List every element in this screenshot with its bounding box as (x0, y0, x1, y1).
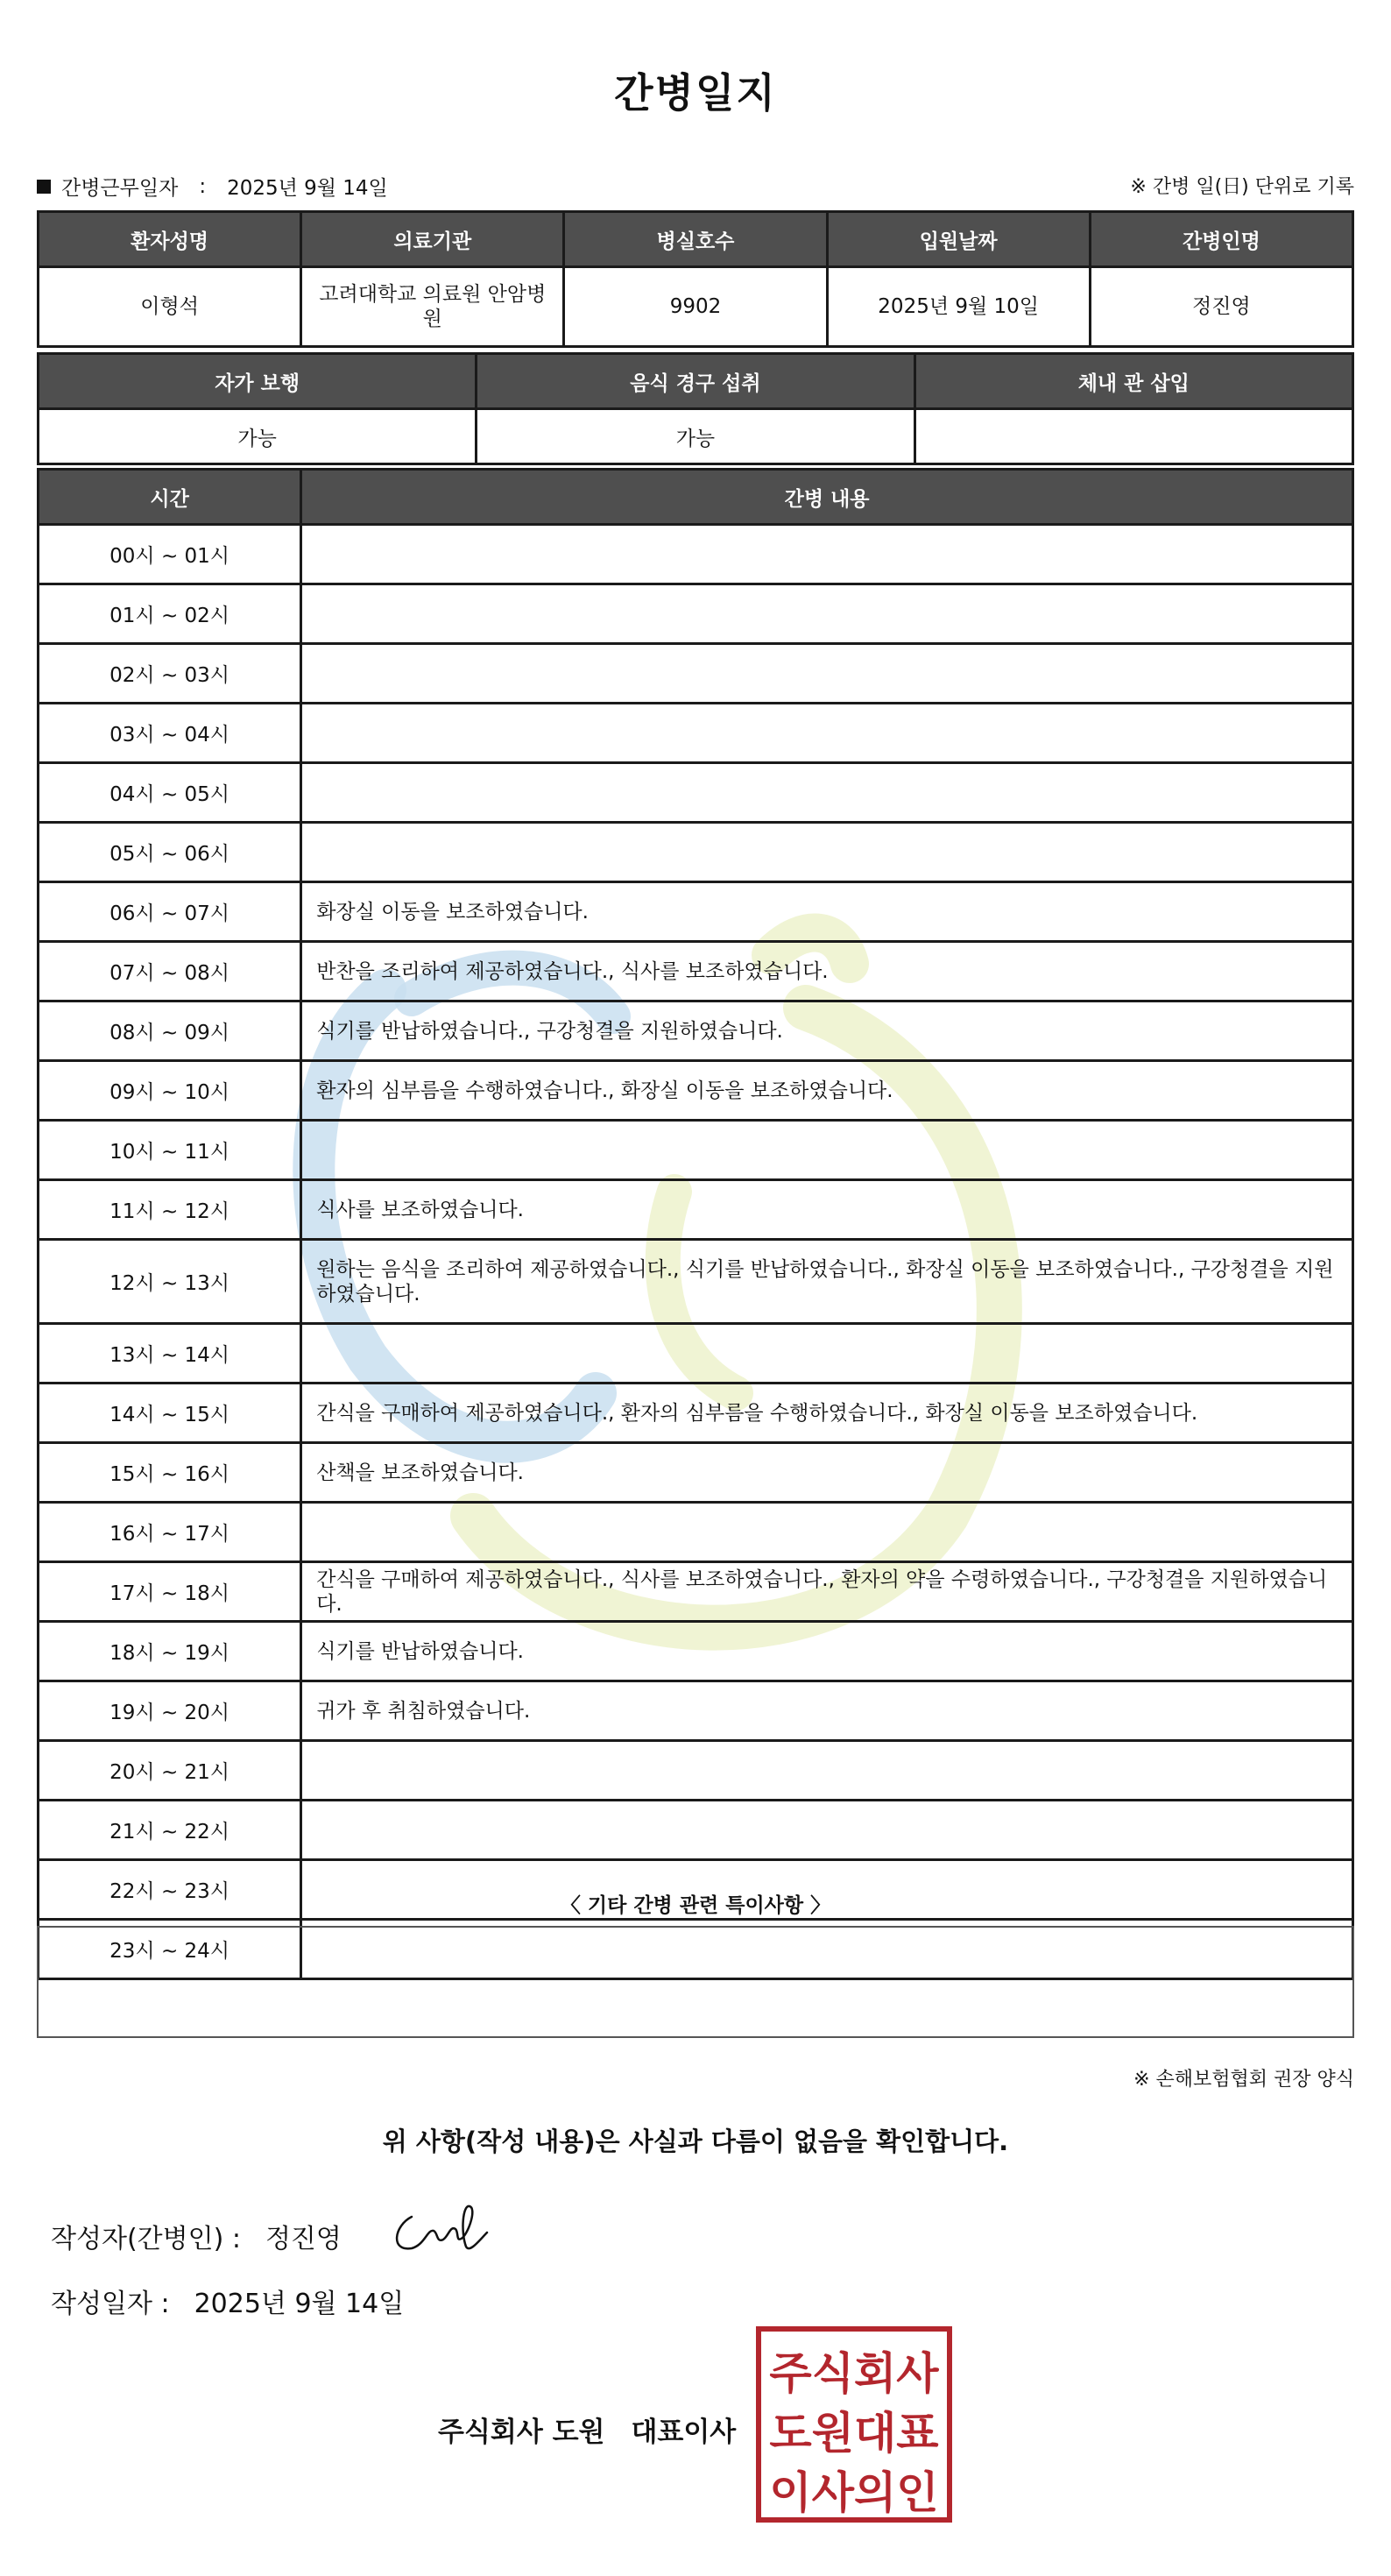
hospital-name: 고려대학교 의료원 안암병원 (301, 267, 564, 347)
patient-status-table (37, 352, 1354, 465)
log-time: 15시 ~ 16시 (39, 1443, 301, 1503)
header-content: 간병 내용 (301, 470, 1353, 525)
header-tube: 체내 관 삽입 (914, 354, 1352, 409)
log-time: 14시 ~ 15시 (39, 1384, 301, 1443)
log-content (301, 1741, 1353, 1801)
log-row (39, 704, 1353, 763)
header-caregiver: 간병인명 (1090, 212, 1352, 267)
header-room: 병실호수 (564, 212, 827, 267)
header-oral-intake: 음식 경구 섭취 (477, 354, 914, 409)
log-time: 01시 ~ 02시 (39, 584, 301, 644)
log-time: 04시 ~ 05시 (39, 763, 301, 823)
log-row (39, 1061, 1353, 1121)
log-time: 10시 ~ 11시 (39, 1121, 301, 1180)
oral-intake-status: 가능 (477, 409, 914, 464)
special-notes-title: 〈 기타 간병 관련 특이사항 〉 (560, 1894, 831, 1917)
log-time: 06시 ~ 07시 (39, 882, 301, 942)
log-row (39, 763, 1353, 823)
header-hospital: 의료기관 (301, 212, 564, 267)
log-content: 식사를 보조하였습니다. (301, 1180, 1353, 1240)
page-title: 간병일지 (614, 69, 777, 117)
company-name: 주식회사 도원 (438, 2417, 605, 2448)
confirmation-text: 위 사항(작성 내용)은 사실과 다름이 없음을 확인합니다. (382, 2127, 1009, 2156)
log-time: 09시 ~ 10시 (39, 1061, 301, 1121)
log-row (39, 1121, 1353, 1180)
svg-text:도원대표: 도원대표 (769, 2408, 939, 2459)
write-date-label: 작성일자 : (51, 2289, 170, 2319)
log-time: 08시 ~ 09시 (39, 1001, 301, 1061)
care-log-table (37, 468, 1354, 1980)
source-note: ※ 손해보험협회 권장 양식 (1133, 2069, 1354, 2091)
log-time: 11시 ~ 12시 (39, 1180, 301, 1240)
log-time: 17시 ~ 18시 (39, 1562, 301, 1622)
svg-text:주식회사: 주식회사 (769, 2348, 939, 2399)
log-row (39, 1622, 1353, 1681)
work-date-value: 2025년 9월 14일 (227, 177, 388, 200)
log-content (301, 823, 1353, 882)
header-walking: 자가 보행 (39, 354, 477, 409)
log-content: 화장실 이동을 보조하였습니다. (301, 882, 1353, 942)
log-content (301, 1503, 1353, 1562)
log-content: 귀가 후 취침하였습니다. (301, 1681, 1353, 1741)
signature-icon (385, 2190, 499, 2261)
log-content: 간식을 구매하여 제공하였습니다., 식사를 보조하였습니다., 환자의 약을 수령하였습니다., 구강청결을 지원하였습니다. (301, 1562, 1353, 1622)
walking-status: 가능 (39, 409, 477, 464)
log-row (39, 823, 1353, 882)
log-row (39, 942, 1353, 1001)
ceo-title: 대표이사 (631, 2417, 737, 2448)
log-time: 18시 ~ 19시 (39, 1622, 301, 1681)
log-time: 12시 ~ 13시 (39, 1240, 301, 1324)
log-content (301, 763, 1353, 823)
log-row (39, 1681, 1353, 1741)
write-date-line (51, 2282, 404, 2320)
log-content (301, 704, 1353, 763)
log-content: 식기를 반납하였습니다., 구강청결을 지원하였습니다. (301, 1001, 1353, 1061)
log-row (39, 1741, 1353, 1801)
log-time: 23시 ~ 24시 (39, 1920, 301, 1979)
writer-line (51, 2217, 342, 2255)
log-time: 16시 ~ 17시 (39, 1503, 301, 1562)
tube-status (914, 409, 1352, 464)
log-row (39, 525, 1353, 584)
header-patient-name: 환자성명 (39, 212, 301, 267)
log-content: 간식을 구매하여 제공하였습니다., 환자의 심부름을 수행하였습니다., 화장실 이동을 보조하였습니다. (301, 1384, 1353, 1443)
log-content: 반찬을 조리하여 제공하였습니다., 식사를 보조하였습니다. (301, 942, 1353, 1001)
log-time: 20시 ~ 21시 (39, 1741, 301, 1801)
company-line (438, 2410, 736, 2449)
log-row (39, 1240, 1353, 1324)
company-seal-icon (755, 2325, 953, 2523)
square-bullet-icon (37, 180, 51, 194)
log-time: 02시 ~ 03시 (39, 644, 301, 704)
caregiver-name: 정진영 (1090, 267, 1352, 347)
work-date-label: 간병근무일자 (61, 177, 179, 200)
special-notes-box (37, 1926, 1354, 2038)
log-row (39, 1801, 1353, 1860)
log-row (39, 1503, 1353, 1562)
svg-text:이사의인: 이사의인 (769, 2467, 939, 2518)
record-note: ※ 간병 일(日) 단위로 기록 (1130, 176, 1354, 198)
log-time: 13시 ~ 14시 (39, 1324, 301, 1384)
log-content (301, 644, 1353, 704)
log-content (301, 584, 1353, 644)
header-admission-date: 입원날짜 (827, 212, 1090, 267)
log-row (39, 882, 1353, 942)
log-content: 산책을 보조하였습니다. (301, 1443, 1353, 1503)
log-content: 원하는 음식을 조리하여 제공하였습니다., 식기를 반납하였습니다., 화장실 이동을 보조하였습니다., 구강청결을 지원하였습니다. (301, 1240, 1353, 1324)
log-time: 07시 ~ 08시 (39, 942, 301, 1001)
log-row (39, 1180, 1353, 1240)
log-time: 00시 ~ 01시 (39, 525, 301, 584)
header-time: 시간 (39, 470, 301, 525)
log-content: 환자의 심부름을 수행하였습니다., 화장실 이동을 보조하였습니다. (301, 1061, 1353, 1121)
log-time: 21시 ~ 22시 (39, 1801, 301, 1860)
log-row (39, 1001, 1353, 1061)
log-time: 03시 ~ 04시 (39, 704, 301, 763)
admission-date: 2025년 9월 10일 (827, 267, 1090, 347)
log-time: 19시 ~ 20시 (39, 1681, 301, 1741)
log-row (39, 1443, 1353, 1503)
writer-label: 작성자(간병인) : (51, 2224, 241, 2254)
log-row (39, 584, 1353, 644)
log-content (301, 1801, 1353, 1860)
log-content (301, 1324, 1353, 1384)
write-date-value: 2025년 9월 14일 (194, 2289, 405, 2319)
work-date (37, 172, 388, 201)
log-time: 22시 ~ 23시 (39, 1860, 301, 1920)
log-content (301, 525, 1353, 584)
log-row (39, 1384, 1353, 1443)
log-row (39, 1324, 1353, 1384)
work-date-separator: : (199, 174, 207, 198)
log-time: 05시 ~ 06시 (39, 823, 301, 882)
log-content (301, 1121, 1353, 1180)
log-content: 식기를 반납하였습니다. (301, 1622, 1353, 1681)
writer-name: 정진영 (265, 2224, 342, 2254)
log-row (39, 1562, 1353, 1622)
patient-info-table (37, 210, 1354, 348)
room-number: 9902 (564, 267, 827, 347)
log-row (39, 644, 1353, 704)
patient-name: 이형석 (39, 267, 301, 347)
